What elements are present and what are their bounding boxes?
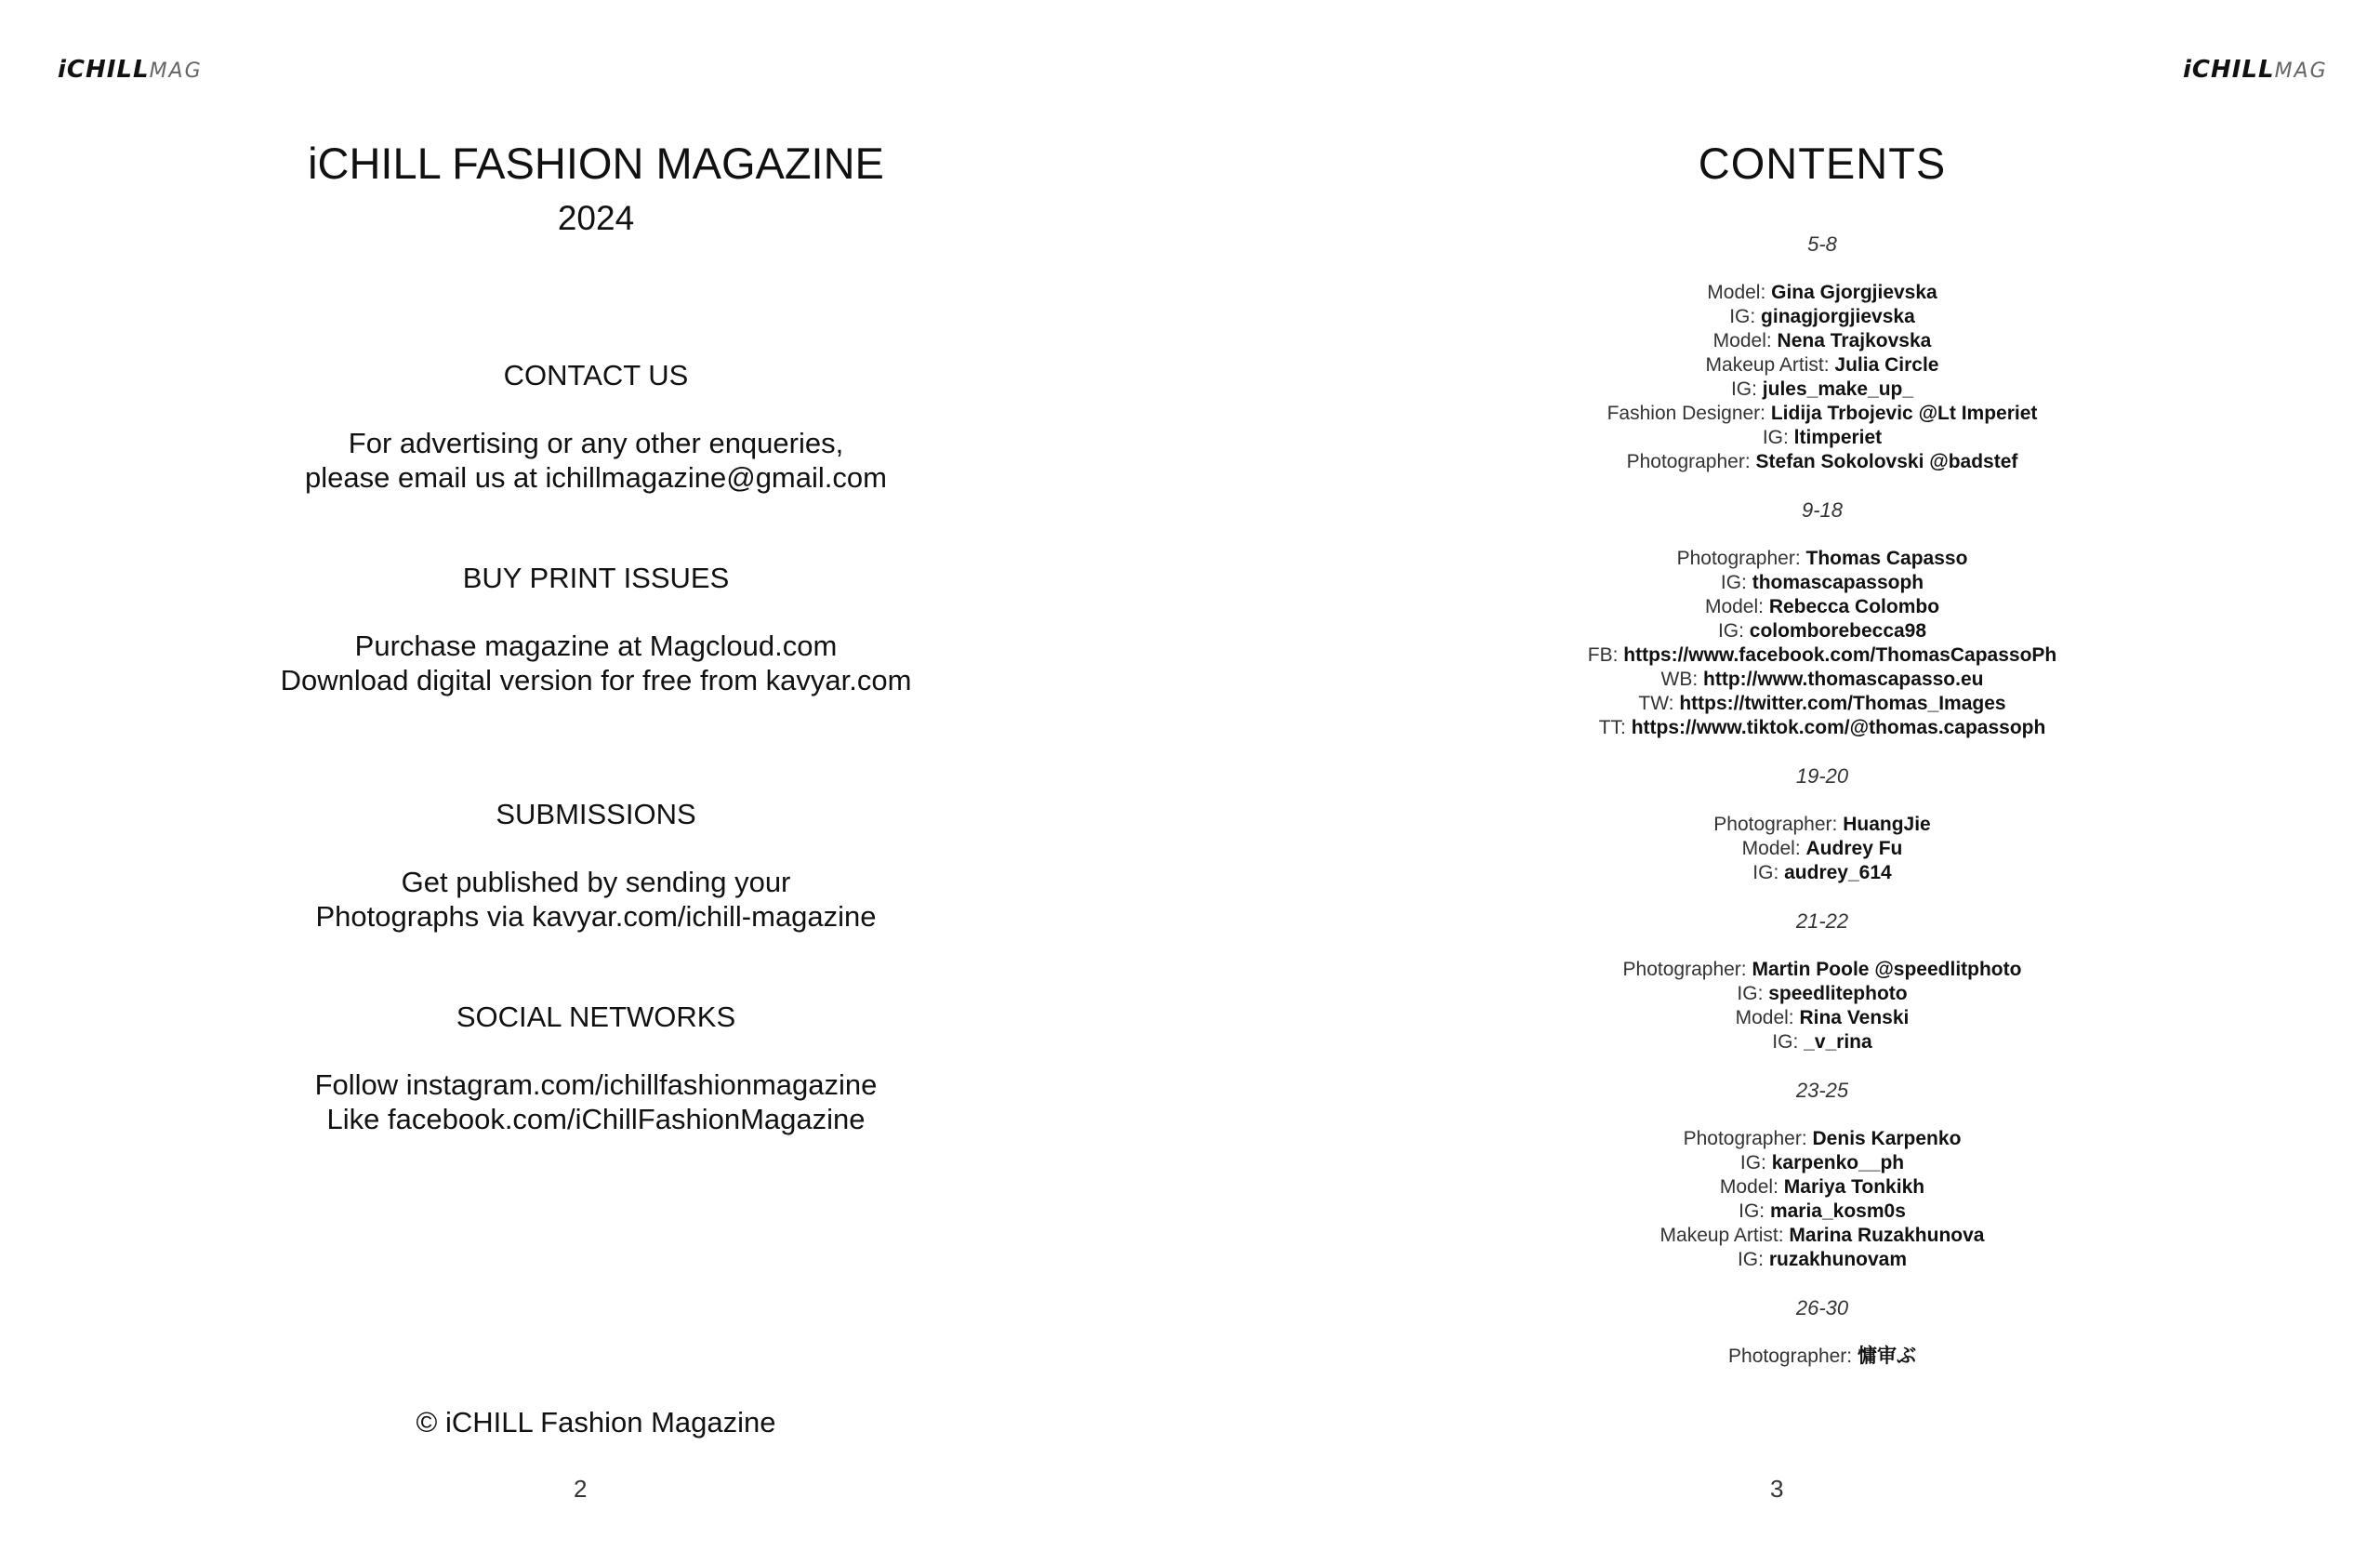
credit-line	[1190, 571, 2380, 595]
credit-line	[1190, 1200, 2380, 1224]
section-line: For advertising or any other enqueries,	[348, 427, 844, 459]
credit-name: audrey_614	[1784, 862, 1892, 883]
credit-role: Photographer:	[1713, 814, 1844, 835]
credit-line	[1190, 813, 2380, 837]
credit-line	[1190, 329, 2380, 353]
credit-name: thomascapassoph	[1752, 572, 1924, 593]
credit-role: IG:	[1772, 1031, 1805, 1053]
section-body-contact	[0, 426, 1192, 495]
credit-role: IG:	[1717, 620, 1750, 642]
credit-name: 慵审ぶ	[1857, 1346, 1916, 1367]
credit-line	[1190, 1127, 2380, 1151]
credit-role: Model:	[1735, 1007, 1800, 1028]
credit-line	[1190, 402, 2380, 426]
section-line: Photographs via kavyar.com/ichill-magazine	[315, 900, 877, 933]
contents-entry	[1190, 764, 2380, 909]
credit-role: Model:	[1719, 1176, 1784, 1198]
credit-role: Makeup Artist:	[1705, 354, 1835, 376]
credit-name: jules_make_up_	[1762, 378, 1914, 400]
credit-name: Rina Venski	[1799, 1007, 1910, 1028]
credit-role: IG:	[1737, 1249, 1769, 1270]
credit-line	[1190, 595, 2380, 619]
magazine-logo	[2183, 56, 2328, 84]
credit-line	[1190, 1151, 2380, 1175]
credit-role: Model:	[1704, 596, 1769, 617]
entry-spacer	[1190, 885, 2380, 909]
credit-line	[1190, 1175, 2380, 1200]
contents-entry	[1190, 1296, 2380, 1393]
credit-name: https://www.tiktok.com/@thomas.capassoph	[1631, 717, 2046, 738]
credit-line	[1190, 378, 2380, 402]
credit-role: IG:	[1720, 572, 1752, 593]
credit-name: Audrey Fu	[1805, 838, 1903, 859]
credit-line	[1190, 1248, 2380, 1272]
credit-name: karpenko__ph	[1771, 1152, 1905, 1173]
credit-line	[1190, 958, 2380, 982]
section-heading-submissions: SUBMISSIONS	[496, 798, 696, 830]
contents-entry	[1190, 909, 2380, 1079]
credit-name: Marina Ruzakhunova	[1789, 1225, 1985, 1246]
credit-line	[1190, 837, 2380, 861]
credit-line	[1190, 692, 2380, 716]
section-heading-buy-print: BUY PRINT ISSUES	[462, 562, 730, 594]
credit-role: IG:	[1729, 306, 1762, 327]
contents-entry	[1190, 498, 2380, 764]
credit-role: Photographer:	[1728, 1346, 1858, 1367]
entry-spacer	[1190, 1369, 2380, 1393]
page-number: 2	[574, 1475, 588, 1503]
credit-name: Mariya Tonkikh	[1783, 1176, 1925, 1198]
page-number: 3	[1770, 1475, 1784, 1503]
section-body-submissions	[0, 865, 1192, 934]
credit-role: IG:	[1739, 1200, 1770, 1222]
entry-spacer	[1190, 1272, 2380, 1296]
section-body-buy-print	[0, 629, 1192, 697]
logo-light: MAG	[2274, 60, 2328, 83]
credit-role: IG:	[1739, 1152, 1772, 1173]
credit-role: WB:	[1660, 669, 1704, 690]
credit-name: https://twitter.com/Thomas_Images	[1679, 693, 2006, 714]
magazine-year: 2024	[557, 199, 635, 237]
credit-role: Photographer:	[1676, 548, 1806, 569]
page-range: 9-18	[1801, 498, 1844, 522]
credit-name: ginagjorgjievska	[1761, 306, 1915, 327]
credit-role: TW:	[1638, 693, 1680, 714]
credit-name: http://www.thomascapasso.eu	[1703, 669, 1984, 690]
page-range: 23-25	[1795, 1079, 1849, 1102]
credit-name: maria_kosm0s	[1769, 1200, 1906, 1222]
section-line: Like facebook.com/iChillFashionMagazine	[326, 1103, 866, 1135]
credit-line	[1190, 450, 2380, 474]
credit-line	[1190, 643, 2380, 668]
credit-line	[1190, 353, 2380, 378]
section-line: Download digital version for free from kavyar.com	[280, 664, 912, 696]
credit-line	[1190, 982, 2380, 1006]
credit-name: Nena Trajkovska	[1777, 330, 1932, 351]
section-heading-social: SOCIAL NETWORKS	[456, 1001, 736, 1033]
credit-name: HuangJie	[1843, 814, 1931, 835]
credit-name: ruzakhunovam	[1768, 1249, 1908, 1270]
credit-line	[1190, 619, 2380, 643]
credit-name: colomborebecca98	[1749, 620, 1927, 642]
credit-role: Makeup Artist:	[1659, 1225, 1790, 1246]
credit-line	[1190, 1345, 2380, 1369]
credit-name: Martin Poole @speedlitphoto	[1752, 959, 2022, 980]
section-line: Purchase magazine at Magcloud.com	[354, 630, 838, 662]
credit-name: Rebecca Colombo	[1768, 596, 1940, 617]
logo-strong: iCHILL	[58, 56, 150, 84]
credit-role: TT:	[1598, 717, 1632, 738]
copyright-notice: © iCHILL Fashion Magazine	[416, 1406, 776, 1438]
entry-spacer	[1190, 474, 2380, 498]
credit-name: _v_rina	[1804, 1031, 1872, 1053]
magazine-title: iCHILL FASHION MAGAZINE	[308, 139, 884, 188]
entry-spacer	[1190, 1054, 2380, 1079]
contents-entry	[1190, 1079, 2380, 1296]
section-line: Get published by sending your	[401, 866, 791, 898]
section-body-social	[0, 1067, 1192, 1136]
credit-role: IG:	[1737, 983, 1769, 1004]
logo-strong: iCHILL	[2183, 56, 2275, 84]
credit-line	[1190, 716, 2380, 740]
credit-name: Lidija Trbojevic @Lt Imperiet	[1770, 403, 2038, 424]
contents-title: CONTENTS	[1698, 139, 1947, 188]
section-line: Follow instagram.com/ichillfashionmagazine	[314, 1068, 878, 1101]
credit-role: FB:	[1587, 644, 1624, 666]
credit-role: Model:	[1707, 282, 1772, 303]
credit-name: https://www.facebook.com/ThomasCapassoPh	[1623, 644, 2057, 666]
credit-name: ltimperiet	[1793, 427, 1883, 448]
magazine-logo	[58, 56, 203, 84]
credit-line	[1190, 1006, 2380, 1030]
credit-name: Julia Circle	[1834, 354, 1939, 376]
logo-light: MAG	[149, 60, 203, 83]
credit-line	[1190, 305, 2380, 329]
credit-line	[1190, 1224, 2380, 1248]
credit-line	[1190, 1030, 2380, 1054]
contents-list	[1190, 232, 2380, 1393]
section-line: please email us at ichillmagazine@gmail.com	[305, 461, 887, 494]
contents-entry	[1190, 232, 2380, 498]
credit-role: Model:	[1712, 330, 1778, 351]
credit-line	[1190, 668, 2380, 692]
right-page	[1190, 0, 2380, 1551]
credit-role: Photographer:	[1683, 1128, 1813, 1149]
credit-name: Stefan Sokolovski @badstef	[1755, 451, 2018, 472]
page-range: 21-22	[1795, 909, 1849, 933]
credit-line	[1190, 547, 2380, 571]
credit-name: Denis Karpenko	[1812, 1128, 1962, 1149]
page-range: 19-20	[1795, 764, 1849, 788]
credit-name: Thomas Capasso	[1805, 548, 1968, 569]
credit-name: speedlitephoto	[1768, 983, 1908, 1004]
section-heading-contact: CONTACT US	[503, 359, 689, 391]
page-range: 26-30	[1795, 1296, 1849, 1319]
credit-role: Photographer:	[1622, 959, 1752, 980]
credit-role: IG:	[1730, 378, 1763, 400]
credit-role: Photographer:	[1626, 451, 1756, 472]
credit-role: Fashion Designer:	[1606, 403, 1771, 424]
credit-role: IG:	[1762, 427, 1794, 448]
page-range: 5-8	[1807, 232, 1837, 256]
credit-line	[1190, 281, 2380, 305]
entry-spacer	[1190, 740, 2380, 764]
credit-line	[1190, 426, 2380, 450]
credit-role: Model:	[1741, 838, 1806, 859]
credit-name: Gina Gjorgjievska	[1771, 282, 1937, 303]
credit-line	[1190, 861, 2380, 885]
credit-role: IG:	[1752, 862, 1785, 883]
